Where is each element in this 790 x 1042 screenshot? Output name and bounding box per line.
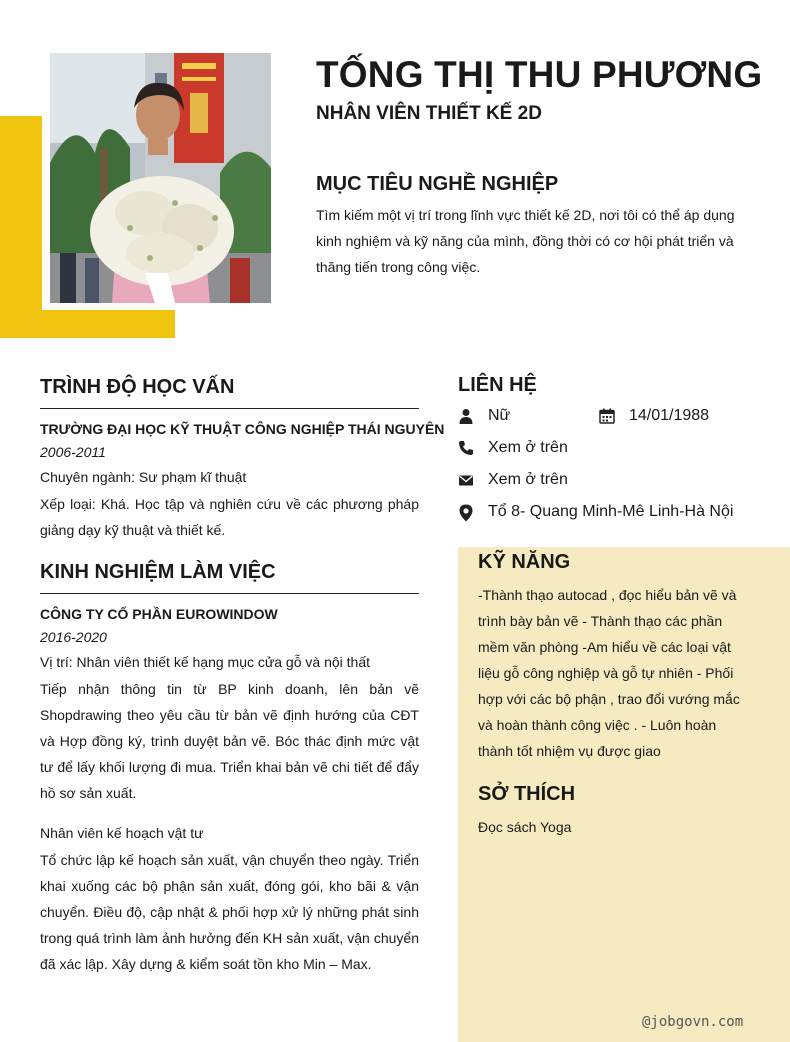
profile-photo <box>50 53 271 303</box>
contact-address: Tổ 8- Quang Minh-Mê Linh-Hà Nội <box>488 503 734 520</box>
location-pin-icon <box>458 504 474 520</box>
hobbies-heading: SỞ THÍCH <box>478 783 576 805</box>
contact-dob: 14/01/1988 <box>629 407 710 424</box>
contact-address-row <box>458 500 733 524</box>
education-years: 2006-2011 <box>40 444 106 460</box>
contact-phone: Xem ở trên <box>488 439 568 456</box>
candidate-name: TỐNG THỊ THU PHƯƠNG <box>316 54 763 95</box>
contact-dob-row <box>599 404 709 428</box>
experience-description-2: Tổ chức lập kế hoạch sản xuất, vận chuyển theo ngày. Triển khai xuống các bộ phận sản xuất, đóng gói, kho bãi & vận chuyển. Điều độ, cập nhật & phối hợp xử lý những phát sinh trong quá trình làm ảnh hưởng đến KH sản xuất, vận chuyển đã xác lập. Xây dựng & kiểm soát tồn kho Min – Max. <box>40 852 419 972</box>
phone-icon <box>458 440 474 456</box>
experience-years: 2016-2020 <box>40 629 107 645</box>
calendar-icon <box>599 408 615 424</box>
watermark: @jobgovn.com <box>642 1014 744 1030</box>
contact-gender: Nữ <box>488 407 511 424</box>
experience-description: Tiếp nhận thông tin từ BP kinh doanh, lên bản vẽ Shopdrawing theo yêu cầu từ bản vẽ định hướng của CĐT và Hợp đồng ký, trình duyệt bản vẽ. Bóc thác định mức vật tư để lấy khối lượng đi mua. Triển khai bản vẽ chi tiết để đẩy hồ sơ sản xuất. <box>40 681 419 801</box>
education-school: TRƯỜNG ĐẠI HỌC KỸ THUẬT CÔNG NGHIỆP THÁI NGUYÊN <box>40 421 445 437</box>
person-icon <box>458 408 474 424</box>
contact-heading: LIÊN HỆ <box>458 374 537 396</box>
contact-gender-row <box>458 404 510 428</box>
accent-bar-horizontal <box>0 310 175 338</box>
objective-text: Tìm kiếm một vị trí trong lĩnh vực thiết kế 2D, nơi tôi có thể áp dụng kinh nghiệm và kỹ năng của mình, đồng thời có cơ hội phát triển và thăng tiến trong công việc. <box>316 207 735 275</box>
contact-email: Xem ở trên <box>488 471 568 488</box>
education-major: Chuyên ngành: Sư phạm kĩ thuật <box>40 469 247 485</box>
experience-heading: KINH NGHIỆM LÀM VIỆC <box>40 561 276 583</box>
contact-email-row <box>458 468 568 492</box>
skills-text: -Thành thạo autocad , đọc hiểu bản vẽ và trình bày bản vẽ - Thành thạo các phần mềm văn phòng -Am hiểu về các loại vật liệu gỗ công nghiệp và gỗ tự nhiên - Phối hợp với các bộ phận , trao đổi vướng mắc và hoàn thành công việc . - Luôn hoàn thành tốt nhiệm vụ được giao <box>478 587 740 759</box>
education-divider <box>40 408 419 409</box>
experience-divider <box>40 593 419 594</box>
job-title: NHÂN VIÊN THIẾT KẾ 2D <box>316 103 542 124</box>
accent-bar-vertical <box>0 116 42 338</box>
experience-company: CÔNG TY CỔ PHẦN EUROWINDOW <box>40 606 278 622</box>
mail-icon <box>458 472 474 488</box>
experience-position-2: Nhân viên kế hoạch vật tư <box>40 825 204 841</box>
skills-heading: KỸ NĂNG <box>478 551 571 573</box>
contact-phone-row <box>458 436 568 460</box>
objective-heading: MỤC TIÊU NGHỀ NGHIỆP <box>316 173 559 195</box>
education-grade: Xếp loại: Khá. Học tập và nghiên cứu về các phương pháp giảng dạy kỹ thuật và thiết kế. <box>40 496 419 538</box>
education-heading: TRÌNH ĐỘ HỌC VẤN <box>40 376 235 398</box>
hobbies-text: Đọc sách Yoga <box>478 819 572 835</box>
experience-position: Vị trí: Nhân viên thiết kế hạng mục cửa gỗ và nội thất <box>40 654 370 670</box>
